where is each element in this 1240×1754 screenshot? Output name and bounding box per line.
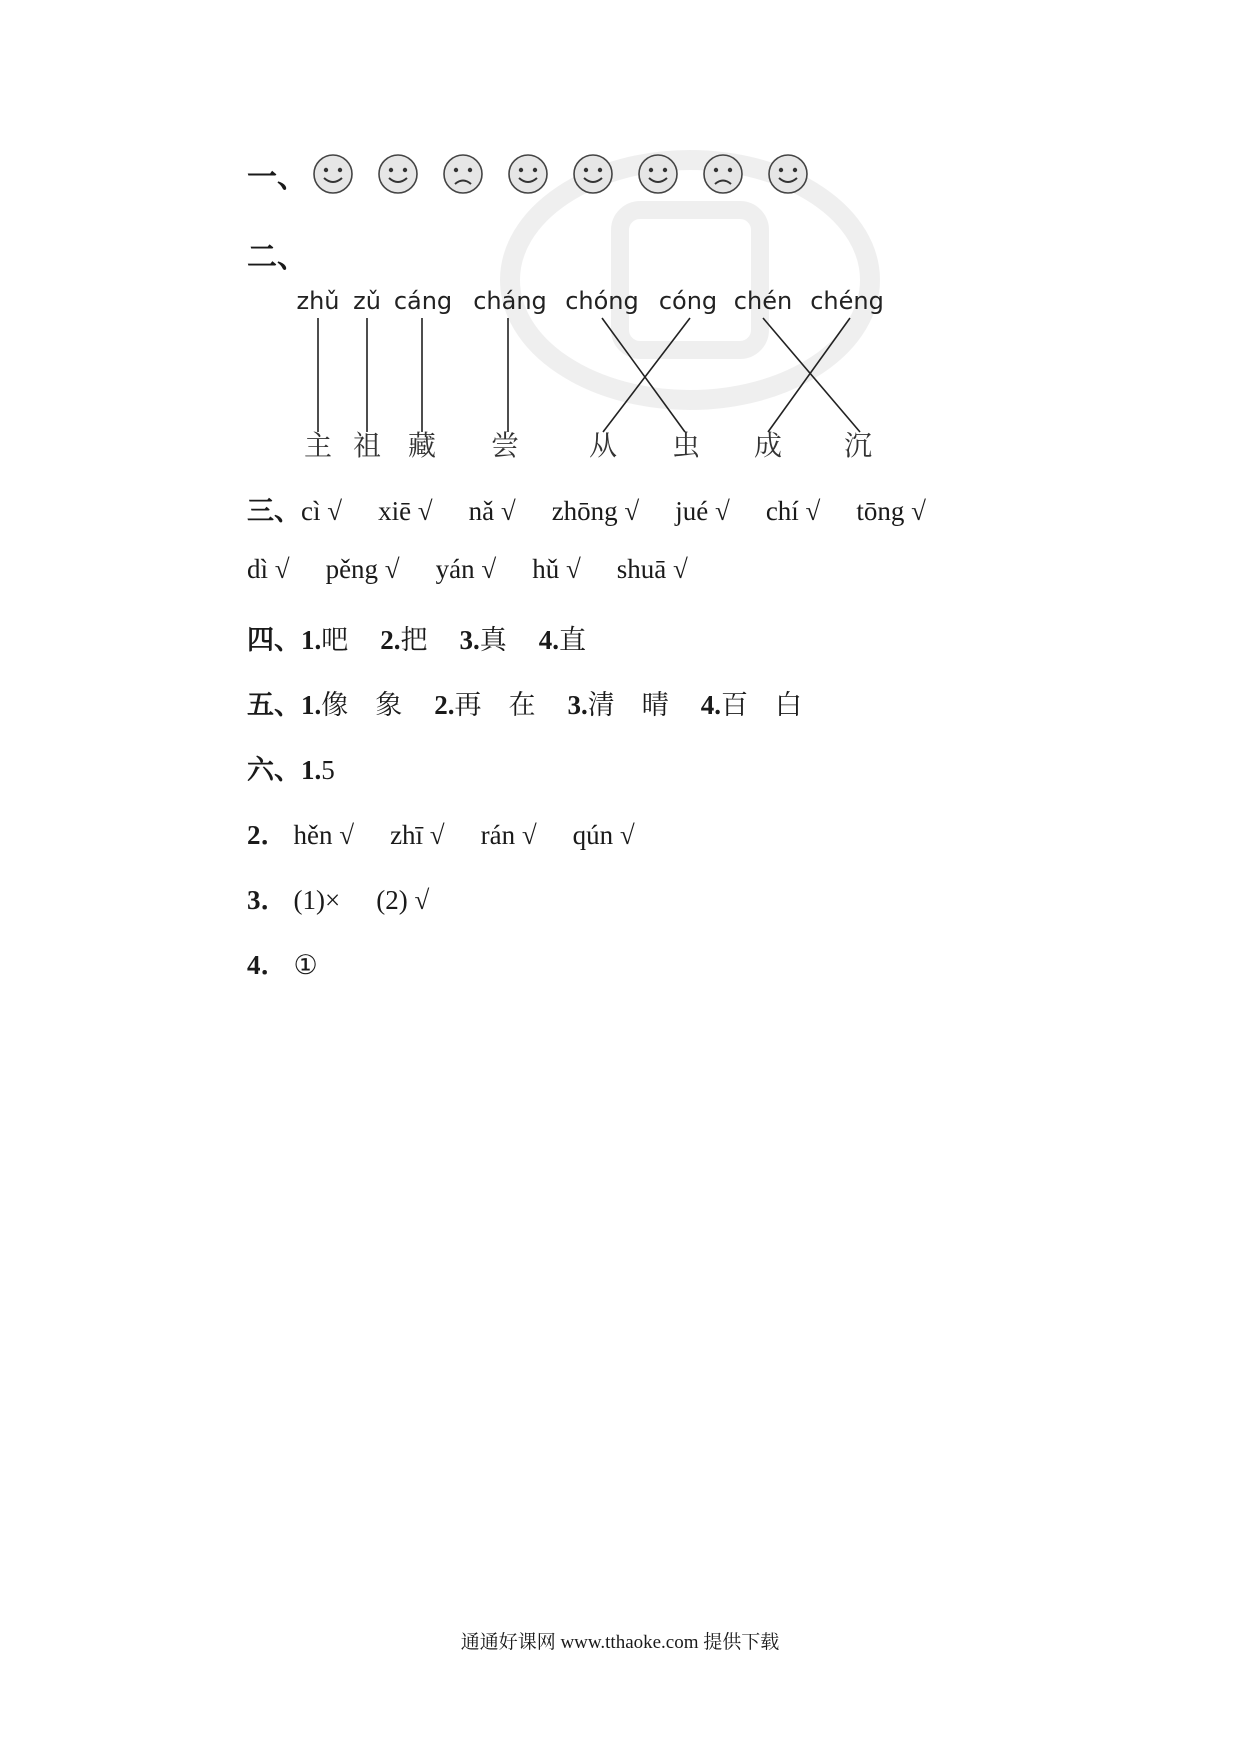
answer-item: yán √ <box>435 554 497 584</box>
q2-marker: 二、 <box>247 241 307 274</box>
match-line <box>768 318 850 432</box>
hanzi-label: 从 <box>588 429 618 462</box>
q2-matching-diagram <box>0 0 1240 480</box>
answer-item: pěng √ <box>325 554 400 584</box>
pinyin-label: cóng <box>658 287 718 315</box>
answer-item: qún √ <box>572 820 635 850</box>
hanzi-label: 沉 <box>843 429 873 462</box>
q3-row-1 <box>247 489 926 528</box>
item-number: 4． <box>247 950 288 980</box>
hanzi-label: 主 <box>303 429 333 462</box>
answer-item: dì √ <box>247 554 290 584</box>
item-number: 1. <box>301 625 322 655</box>
answer-item: hěn √ <box>293 820 355 850</box>
hanzi-label: 尝 <box>490 429 520 462</box>
q5-row <box>247 683 802 722</box>
answer-item: ① <box>293 950 318 980</box>
pinyin-label: cáng <box>393 287 453 315</box>
q1-marker: 一、 <box>247 161 307 194</box>
item-number: 3. <box>459 625 480 655</box>
item-number: 1. <box>301 755 322 785</box>
item-number: 2． <box>247 820 288 850</box>
match-line <box>603 318 690 432</box>
q4-marker: 四、 <box>247 625 301 655</box>
answer-item: shuā √ <box>616 554 688 584</box>
item-number: 1. <box>301 690 322 720</box>
answer-item: 真 <box>479 625 507 655</box>
answer-item: zhī √ <box>390 820 445 850</box>
q6-row-3 <box>247 878 429 917</box>
answer-item: 吧 <box>321 625 349 655</box>
answer-item: 像 象 <box>321 690 403 720</box>
item-number: 3． <box>247 885 288 915</box>
q3-row-2 <box>247 554 688 585</box>
answer-item: 把 <box>400 625 428 655</box>
answer-item: tōng √ <box>856 496 926 526</box>
hanzi-label: 成 <box>753 429 783 462</box>
answer-item: xiē √ <box>378 496 433 526</box>
item-number: 2. <box>434 690 455 720</box>
q6-row-4 <box>247 943 318 982</box>
q6-row-1 <box>247 748 335 787</box>
answer-item: nǎ √ <box>468 496 516 526</box>
answer-item: (1)× <box>293 885 341 915</box>
pinyin-label: chéng <box>810 287 884 315</box>
q4-row <box>247 618 586 657</box>
q6-row-2 <box>247 813 635 852</box>
answer-item: 百 白 <box>721 690 802 720</box>
q5-marker: 五、 <box>247 690 301 720</box>
match-line <box>763 318 860 432</box>
match-line <box>602 318 685 432</box>
answer-item: hǔ √ <box>532 554 581 584</box>
answer-item: 5 <box>321 755 335 785</box>
hanzi-label: 藏 <box>407 429 437 462</box>
item-number: 2. <box>380 625 401 655</box>
pinyin-label: chóng <box>565 287 639 315</box>
answer-item: chí √ <box>765 496 821 526</box>
pinyin-label: cháng <box>473 287 547 315</box>
matching-lines <box>318 318 860 432</box>
answer-item: 清 晴 <box>587 690 669 720</box>
answer-item: jué √ <box>675 496 730 526</box>
pinyin-label: zhǔ <box>296 287 340 315</box>
answer-item: cì √ <box>301 496 343 526</box>
item-number: 4. <box>700 690 721 720</box>
pinyin-label: zǔ <box>353 287 381 315</box>
item-number: 4. <box>538 625 559 655</box>
q6-marker: 六、 <box>247 755 301 785</box>
pinyin-label: chén <box>733 287 793 315</box>
answer-item: zhōng √ <box>551 496 640 526</box>
answer-item: 再 在 <box>454 690 536 720</box>
hanzi-label: 虫 <box>671 429 701 462</box>
hanzi-label: 祖 <box>352 429 382 462</box>
footer-credit: 通通好课网 www.tthaoke.com 提供下载 <box>460 1632 780 1653</box>
answer-item: 直 <box>559 625 586 655</box>
answer-item: rán √ <box>480 820 537 850</box>
answer-item: (2) √ <box>376 885 430 915</box>
item-number: 3. <box>567 690 588 720</box>
q3-marker: 三、 <box>247 496 301 526</box>
